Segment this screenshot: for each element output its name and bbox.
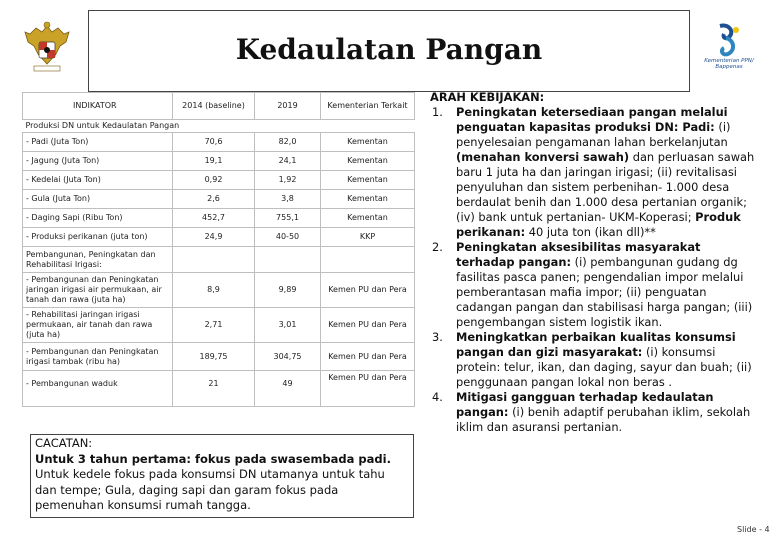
cell-kementerian: Kementan bbox=[321, 190, 415, 209]
cell-kementerian: Kemen PU dan Pera bbox=[321, 273, 415, 308]
cell-baseline: 0,92 bbox=[173, 171, 255, 190]
cell-kementerian: Kemen PU dan Pera bbox=[321, 371, 415, 407]
policy-item-text: (i) pembangunan gudang dg fasilitas pasca panen; pengendalian impor melalui pemberantasan mafia impor; (ii) penguatan cadangan pangan dan stabilisasi harga pangan; (iii) pengembangan sistem logistik ikan. bbox=[456, 255, 753, 329]
cell-baseline: 24,9 bbox=[173, 228, 255, 247]
policy-item-title: Mitigasi gangguan terhadap kedaulatan pangan: bbox=[456, 390, 714, 419]
cell-baseline: 2,6 bbox=[173, 190, 255, 209]
cell-kementerian: Kementan bbox=[321, 133, 415, 152]
policy-item bbox=[422, 240, 762, 330]
cell-kementerian: Kementan bbox=[321, 209, 415, 228]
section-irigasi: Pembangunan, Peningkatan dan Rehabilitasi Irigasi: bbox=[23, 247, 173, 273]
cell-2019: 49 bbox=[255, 371, 321, 407]
cell-2019: 3,01 bbox=[255, 308, 321, 343]
cell-kementerian: Kemen PU dan Pera bbox=[321, 343, 415, 371]
policy-item-number: 4. bbox=[432, 390, 443, 404]
policy-item-text: (i) benih adaptif perubahan iklim, sekolah iklim dan asuransi pertanian. bbox=[456, 405, 751, 434]
table-row bbox=[23, 228, 415, 247]
cell-2019: 3,8 bbox=[255, 190, 321, 209]
policy-item-title: Peningkatan ketersediaan pangan melalui penguatan kapasitas produksi DN: Padi: bbox=[456, 105, 728, 134]
table-header-row bbox=[23, 93, 415, 120]
garuda-emblem-logo bbox=[22, 20, 72, 76]
policy-item-text: (i) penyelesaian pengamanan lahan berkelanjutan bbox=[456, 120, 731, 149]
cell-kementerian: KKP bbox=[321, 228, 415, 247]
table-row bbox=[23, 273, 415, 308]
cell-indikator: - Gula (Juta Ton) bbox=[23, 190, 173, 209]
policy-item-title: Meningkatkan perbaikan kualitas konsumsi pangan dan gizi masyarakat: bbox=[456, 330, 736, 359]
header-indikator: INDIKATOR bbox=[23, 93, 173, 120]
cell-indikator: - Pembangunan dan Peningkatan jaringan irigasi air permukaan, air tanah dan rawa (juta ha) bbox=[23, 273, 173, 308]
table-row bbox=[23, 343, 415, 371]
cell-2019: 82,0 bbox=[255, 133, 321, 152]
note-label: CACATAN: bbox=[35, 436, 93, 450]
cell-indikator: - Pembangunan dan Peningkatan irigasi tambak (ribu ha) bbox=[23, 343, 173, 371]
policy-item-title: Peningkatan aksesibilitas masyarakat terhadap pangan: bbox=[456, 240, 701, 269]
header-kementerian: Kementerian Terkait bbox=[321, 93, 415, 120]
cell-baseline: 19,1 bbox=[173, 152, 255, 171]
indicator-table bbox=[22, 92, 414, 407]
cell-kementerian: Kemen PU dan Pera bbox=[321, 308, 415, 343]
policy-item-text: (i) konsumsi protein: telur, ikan, dan daging, sayur dan buah; (ii) penggunaan pangan lokal non beras . bbox=[456, 345, 752, 389]
cell-kementerian: Kementan bbox=[321, 152, 415, 171]
cell-indikator: - Pembangunan waduk bbox=[23, 371, 173, 407]
cell-2019: 755,1 bbox=[255, 209, 321, 228]
policy-panel bbox=[422, 90, 762, 435]
policy-item-number: 2. bbox=[432, 240, 443, 254]
cell-2019: 9,89 bbox=[255, 273, 321, 308]
table-row bbox=[23, 190, 415, 209]
section-produksi: Produksi DN untuk Kedaulatan Pangan bbox=[25, 121, 180, 130]
note-bold: Untuk 3 tahun pertama: fokus pada swasembada padi. bbox=[35, 451, 391, 466]
cell-baseline: 2,71 bbox=[173, 308, 255, 343]
policy-item-bold: Produk perikanan: bbox=[456, 210, 741, 239]
cell-indikator: - Jagung (Juta Ton) bbox=[23, 152, 173, 171]
policy-item-bold: (menahan konversi sawah) bbox=[456, 150, 630, 164]
policy-item bbox=[422, 390, 762, 435]
table-row bbox=[23, 152, 415, 171]
policy-item-text: 40 juta ton (ikan dll)** bbox=[528, 225, 656, 239]
cell-baseline: 452,7 bbox=[173, 209, 255, 228]
table-row bbox=[23, 371, 415, 407]
cell-indikator: - Rehabilitasi jaringan irigasi permukaan, air tanah dan rawa (juta ha) bbox=[23, 308, 173, 343]
cell-indikator: - Kedelai (Juta Ton) bbox=[23, 171, 173, 190]
cell-kementerian: Kementan bbox=[321, 171, 415, 190]
table-row bbox=[23, 308, 415, 343]
note-box bbox=[30, 434, 414, 518]
cell-indikator: - Produksi perikanan (juta ton) bbox=[23, 228, 173, 247]
cell-baseline: 8,9 bbox=[173, 273, 255, 308]
policy-item-number: 1. bbox=[432, 105, 443, 119]
header-baseline: 2014 (baseline) bbox=[173, 93, 255, 120]
policy-item bbox=[422, 105, 762, 240]
table-row bbox=[23, 209, 415, 228]
policy-heading: ARAH KEBIJAKAN: bbox=[430, 90, 545, 104]
cell-indikator: - Padi (Juta Ton) bbox=[23, 133, 173, 152]
note-text: Untuk kedele fokus pada konsumsi DN utamanya untuk tahu dan tempe; Gula, daging sapi dan garam fokus pada pemenuhan konsumsi rumah tangga. bbox=[35, 467, 385, 512]
policy-item bbox=[422, 330, 762, 390]
table-row bbox=[23, 133, 415, 152]
cell-indikator: - Daging Sapi (Ribu Ton) bbox=[23, 209, 173, 228]
page-title: Kedaulatan Pangan bbox=[235, 33, 543, 66]
policy-item-number: 3. bbox=[432, 330, 443, 344]
section-row bbox=[23, 120, 415, 133]
table-row bbox=[23, 171, 415, 190]
cell-baseline: 70,6 bbox=[173, 133, 255, 152]
policy-item-text: dan perluasan sawah baru 1 juta ha dan jaringan irigasi; (ii) revitalisasi penyuluhan dan sistem perbenihan- 1.000 desa berdaulat benih dan 1.000 desa pertanian organik; (iv) bank untuk pertanian- UKM-Koperasi; bbox=[456, 150, 755, 224]
bappenas-logo bbox=[700, 22, 758, 80]
header-2019: 2019 bbox=[255, 93, 321, 120]
cell-2019: 1,92 bbox=[255, 171, 321, 190]
slide-number: Slide - 4 bbox=[737, 525, 770, 534]
cell-2019: 24,1 bbox=[255, 152, 321, 171]
cell-2019: 40-50 bbox=[255, 228, 321, 247]
cell-2019: 304,75 bbox=[255, 343, 321, 371]
cell-baseline: 189,75 bbox=[173, 343, 255, 371]
title-box bbox=[88, 10, 690, 92]
bappenas-label: Kementerian PPN/ Bappenas bbox=[704, 58, 754, 70]
cell-baseline: 21 bbox=[173, 371, 255, 407]
section-row bbox=[23, 247, 415, 273]
